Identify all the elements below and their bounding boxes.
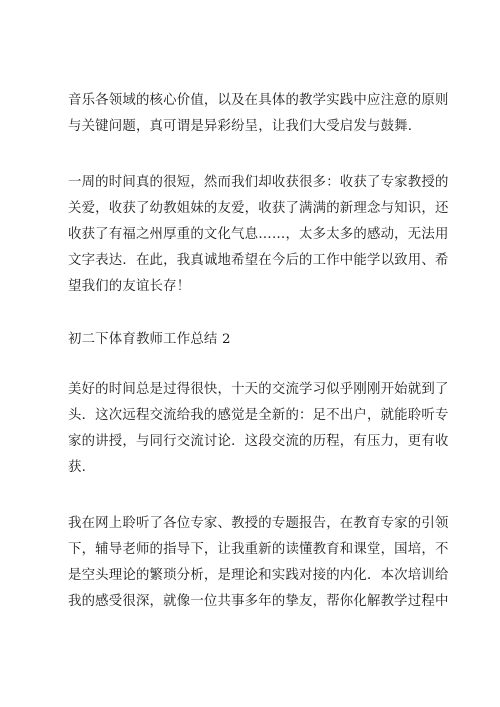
section-heading: 初二下体育教师工作总结 2 <box>68 332 231 347</box>
paragraph-3-line-4: 获. <box>68 460 87 475</box>
paragraph-4-line-3: 是空头理论的繁琐分析，是理论和实践对接的内化．本次培训给 <box>68 568 449 583</box>
paragraph-2-line-4: 文字表达．在此，我真诚地希望在今后的工作中能学以致用、希 <box>68 253 449 268</box>
paragraph-2-line-3: 收获了有福之州厚重的文化气息……，太多太多的感动，无法用 <box>68 227 449 242</box>
paragraph-3-line-2: 头．这次远程交流给我的感觉是全新的：足不出户，就能聆听专 <box>68 408 449 423</box>
paragraph-1-line-2: 与关键问题，真可谓是异彩纷呈，让我们大受启发与鼓舞. <box>68 119 413 134</box>
paragraph-3-line-3: 家的讲授，与同行交流讨论．这段交流的历程，有压力，更有收 <box>68 434 449 449</box>
paragraph-1-line-1: 音乐各领域的核心价值，以及在具体的教学实践中应注意的原则 <box>68 93 449 108</box>
paragraph-2-line-2: 关爱，收获了幼教姐妹的友爱，收获了满满的新理念与知识，还 <box>68 201 449 216</box>
paragraph-3-line-1: 美好的时间总是过得很快，十天的交流学习似乎刚刚开始就到了 <box>68 382 449 397</box>
paragraph-2-line-1: 一周的时间真的很短，然而我们却收获很多：收获了专家教授的 <box>68 175 449 190</box>
paragraph-4-line-2: 下，辅导老师的指导下，让我重新的读懂教育和课堂，国培，不 <box>68 542 449 557</box>
paragraph-4-line-4: 我的感受很深，就像一位共事多年的挚友，帮你化解教学过程中 <box>68 594 449 609</box>
paragraph-2-line-5: 望我们的友谊长存！ <box>68 279 191 294</box>
paragraph-4-line-1: 我在网上聆听了各位专家、教授的专题报告，在教育专家的引领 <box>68 516 449 531</box>
